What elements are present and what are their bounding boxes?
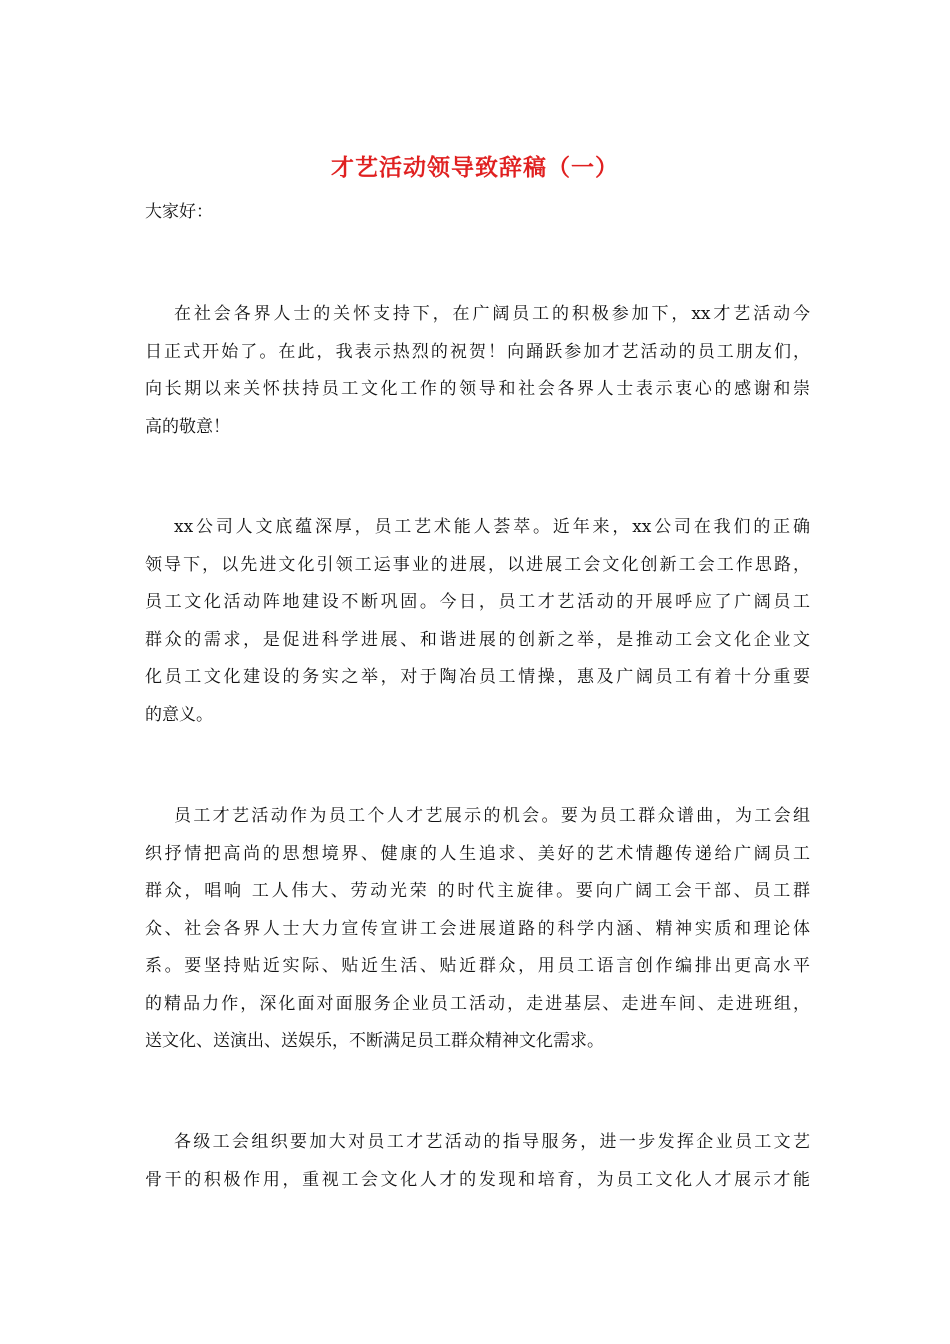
paragraph-line: 领导下，以先进文化引领工运事业的进展，以进展工会文化创新工会工作思路， (145, 554, 810, 575)
paragraph-line: 员工才艺活动作为员工个人才艺展示的机会。要为员工群众谱曲，为工会组 (174, 806, 810, 826)
paragraph-line: 群众，唱响 工人伟大、劳动光荣 的时代主旋律。要向广阔工会干部、员工群 (145, 881, 810, 901)
paragraph-line: 织抒情把高尚的思想境界、健康的人生追求、美好的艺术情趣传递给广阔员工 (145, 843, 810, 864)
paragraph-line: 的精品力作，深化面对面服务企业员工活动，走进基层、走进车间、走进班组， (145, 993, 810, 1014)
paragraph-line: 骨干的积极作用，重视工会文化人才的发现和培育，为员工文化人才展示才能 (145, 1169, 810, 1190)
paragraph-line: 化员工文化建设的务实之举，对于陶冶员工情操，惠及广阔员工有着十分重要 (145, 667, 810, 687)
paragraph-3 (145, 798, 810, 1061)
paragraph-line: 众、社会各界人士大力宣传宣讲工会进展道路的科学内涵、精神实质和理论体 (145, 918, 810, 939)
paragraph-line: xx公司人文底蕴深厚，员工艺术能人荟萃。近年来，xx公司在我们的正确 (174, 517, 810, 537)
paragraph-4 (145, 1124, 810, 1199)
paragraph-line: 群众的需求，是促进科学进展、和谐进展的创新之举，是推动工会文化企业文 (145, 629, 810, 650)
greeting-text: 大家好： (145, 202, 213, 222)
paragraph-2 (145, 509, 810, 734)
document-title: 才艺活动领导致辞稿（一） (331, 154, 619, 181)
paragraph-line: 系。要坚持贴近实际、贴近生活、贴近群众，用员工语言创作编排出更高水平 (145, 956, 810, 976)
paragraph-line: 向长期以来关怀扶持员工文化工作的领导和社会各界人士表示衷心的感谢和崇 (145, 379, 810, 399)
paragraph-line: 的意义。 (145, 704, 213, 725)
paragraph-line: 在社会各界人士的关怀支持下，在广阔员工的积极参加下，xx才艺活动今 (174, 304, 810, 324)
paragraph-1 (145, 296, 810, 446)
paragraph-line: 日正式开始了。在此，我表示热烈的祝贺！向踊跃参加才艺活动的员工朋友们， (145, 341, 810, 362)
paragraph-line: 高的敬意！ (145, 416, 230, 437)
paragraph-line: 各级工会组织要加大对员工才艺活动的指导服务，进一步发挥企业员工文艺 (174, 1132, 810, 1152)
paragraph-line: 送文化、送演出、送娱乐，不断满足员工群众精神文化需求。 (145, 1031, 604, 1051)
paragraph-line: 员工文化活动阵地建设不断巩固。今日，员工才艺活动的开展呼应了广阔员工 (145, 592, 810, 612)
